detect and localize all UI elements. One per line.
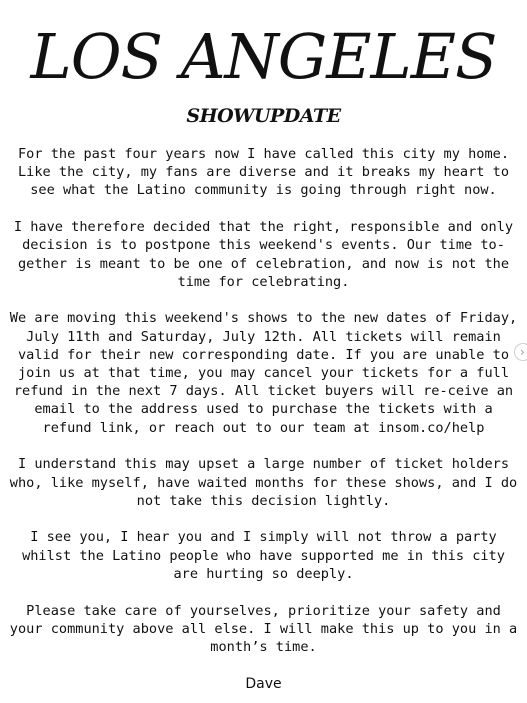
signature: Dave [245,675,282,692]
document-body [6,145,521,693]
page-subtitle: SHOWUPDATE [186,105,341,127]
paragraph-take-care: Please take care of yourselves, prioritize your safety and your community above all else. I will make this up to you in a month’s time. [9,602,518,655]
paragraph-support: I see you, I hear you and I simply will not throw a party whilst the Latino people who have supported me in this city are hurting so deeply. [22,529,505,582]
chevron-right-icon: › [520,345,525,359]
paragraph-decision: I have therefore decided that the right, responsible and only decision is to postpone this weekend's events. Our time to-gether is meant to be one of celebration, and now is not the time for celebrating. [13,219,514,290]
paragraph-understanding: I understand this may upset a large number of ticket holders who, like myself, have waited months for these shows, and I do not take this decision lightly. [9,456,518,509]
carousel-next-button[interactable] [514,343,527,361]
page-title: LOS ANGELES [30,20,497,93]
paragraph-new-dates: We are moving this weekend's shows to the new dates of Friday, July 11th and Saturday, July 12th. All tickets will remain valid for their new corresponding date. If you are unable to join us at that time, you may cancel your tickets for a full refund in the next 7 days. All ticket buyers will re-ceive an email to the address used to purchase the tickets with a refund link, or reach out to our team at insom.co/help [9,310,518,436]
paragraph-intro: For the past four years now I have called this city my home. Like the city, my fans are diverse and it breaks my heart to see what the Latino community is going through right now. [17,146,510,199]
